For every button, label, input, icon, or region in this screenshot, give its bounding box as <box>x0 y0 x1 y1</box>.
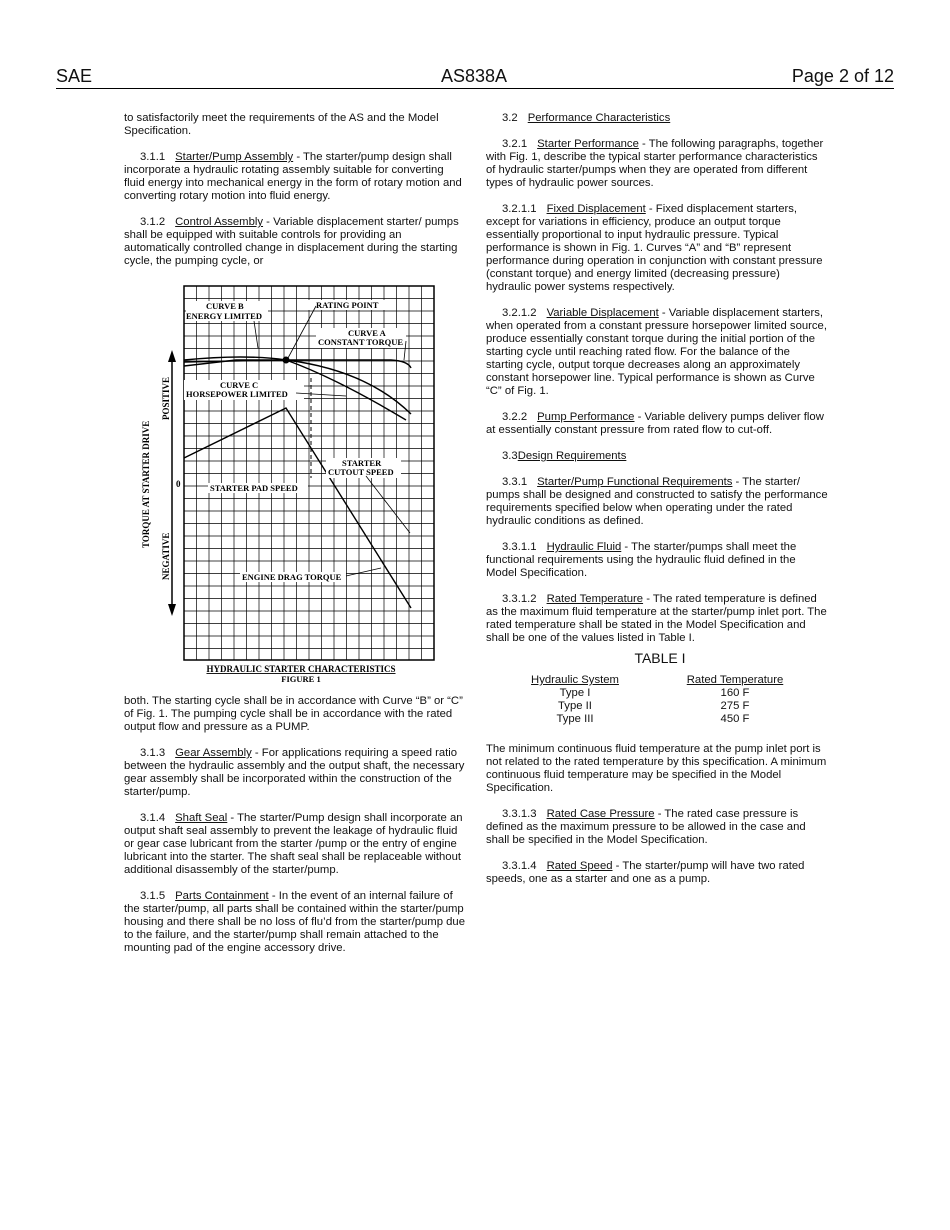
table-col-header: Rated Temperature <box>686 674 784 686</box>
section-3-3-1-4: 3.3.1.4 Rated Speed - The starter/pump will have two rated speeds, one as a starter and one as a pump. <box>486 860 805 885</box>
figure-number: FIGURE 1 <box>281 674 321 684</box>
figure-caption: HYDRAULIC STARTER CHARACTERISTICS <box>206 664 396 674</box>
right-column <box>486 112 828 658</box>
right-column-bottom <box>486 743 828 899</box>
section-3-3: 3.3Design Requirements <box>502 450 627 462</box>
positive-label: POSITIVE <box>161 376 171 420</box>
starter-label: STARTER <box>342 458 382 468</box>
section-3-3-1-1: 3.3.1.1 Hydraulic Fluid - The starter/pumps shall meet the functional requirements using the hydraulic fluid defined in the Model Specification. <box>486 541 797 579</box>
table-cell: Type II <box>558 700 592 712</box>
down-arrow-icon <box>168 604 176 616</box>
section-3-3-1: 3.3.1 Starter/Pump Functional Requirements - The starter/ pumps shall be designed and constructed to satisfy the performance requirements specified below when operating under the rated hydraulic conditions as defined. <box>486 476 828 527</box>
table-cell: 160 F <box>720 687 750 699</box>
y-axis-label: TORQUE AT STARTER DRIVE <box>141 420 151 548</box>
table-col-header: Hydraulic System <box>531 674 619 686</box>
section-3-3-1-3: 3.3.1.3 Rated Case Pressure - The rated case pressure is defined as the maximum pressure to be allowed in the case and shall be specified in the Model Specification. <box>486 808 806 846</box>
up-arrow-icon <box>168 350 176 362</box>
table-cell: 275 F <box>720 700 750 712</box>
section-3-2: 3.2 Performance Characteristics <box>502 112 671 124</box>
horsepower-limited-label: HORSEPOWER LIMITED <box>186 389 288 399</box>
table-1 <box>500 650 820 726</box>
header-page-number: Page 2 of 12 <box>791 66 894 86</box>
left-column-bottom <box>124 695 467 968</box>
section-3-2-2: 3.2.2 Pump Performance - Variable delivery pumps deliver flow at essentially constant pressure from rated flow to cut-off. <box>486 411 824 436</box>
section-3-2-1: 3.2.1 Starter Performance - The following paragraphs, together with Fig. 1, describe the typical starter performance characteristics of hydraulic starter/pumps when they are operated from different types of hydraulic power sources. <box>486 138 824 189</box>
curve-a-label: CURVE A <box>348 328 386 338</box>
section-3-1-1: 3.1.1 Starter/Pump Assembly - The starter/pump design shall incorporate a hydraulic rotating assembly suitable for converting fluid energy into mechanical energy in the form of rotary motion and converting rotary motion into fluid energy. <box>124 151 462 202</box>
section-3-2-1-1: 3.2.1.1 Fixed Displacement - Fixed displacement starters, except for variations in efficiency, produce an output torque essentially proportional to input hydraulic pressure. Typical performance is shown in Fig. 1. Curves “A” and “B” represent performance during operation in conjunction with constant pressure (constant torque) and energy limited (decreasing pressure) hydraulic power systems respectively. <box>486 203 823 293</box>
constant-torque-label: CONSTANT TORQUE <box>318 337 404 347</box>
section-3-1-3: 3.1.3 Gear Assembly - For applications requiring a speed ratio between the hydraulic assembly and the output shaft, the necessary gear assembly shall be incorporated within the construction of the starter/pump. <box>124 747 465 798</box>
table-title: TABLE I <box>634 650 686 666</box>
paragraph: The minimum continuous fluid temperature at the pump inlet port is not related to the rated temperature by this specification. A minimum continuous fluid temperature may be specified in the Model Specification. <box>486 743 827 794</box>
section-3-1-2: 3.1.2 Control Assembly - Variable displacement starter/ pumps shall be equipped with suitable controls for providing an automatically controlled change in displacement during the starting cycle, the pumping cycle, or <box>124 216 459 267</box>
header-doc-number: AS838A <box>441 66 508 86</box>
negative-label: NEGATIVE <box>161 532 171 580</box>
table-row <box>500 687 820 700</box>
section-3-3-1-2: 3.3.1.2 Rated Temperature - The rated temperature is defined as the maximum fluid temperature at the starter/pump inlet port. The rated temperature shall be stated in the Model Specification and shall be one of the values listed in Table I. <box>486 593 827 644</box>
table-cell: 450 F <box>720 713 750 725</box>
rating-point-label: RATING POINT <box>316 300 379 310</box>
cutout-speed-label: CUTOUT SPEED <box>328 467 394 477</box>
paragraph: both. The starting cycle shall be in accordance with Curve “B” or “C” of Fig. 1. The pumping cycle shall be in accordance with the rated output flow and pressure as a PUMP. <box>124 695 463 733</box>
paragraph: to satisfactorily meet the requirements of the AS and the Model Specification. <box>124 112 439 137</box>
header-rule <box>56 88 894 89</box>
section-3-2-1-2: 3.2.1.2 Variable Displacement - Variable displacement starters, when operated from a constant pressure horsepower limited source, produce essentially constant torque during the initial portion of the starting cycle until reaching rated flow. For the balance of the starting cycle, output torque decreases along an approximately constant horsepower line. Typical performance is shown as Curve “C” of Fig. 1. <box>486 307 827 397</box>
table-cell: Type I <box>559 687 591 699</box>
curve-b-label: CURVE B <box>206 301 244 311</box>
zero-label: 0 <box>176 479 181 489</box>
section-3-1-5: 3.1.5 Parts Containment - In the event of an internal failure of the starter/pump, all parts shall be contained within the starter/pump housing and there shall be no loss of flu’d from the starter/pump due to the failure, and the starter/pump shall remain attached to the mounting pad of the engine accessory drive. <box>124 890 465 954</box>
table-cell: Type III <box>556 713 594 725</box>
left-column-top <box>124 112 467 281</box>
engine-drag-torque-label: ENGINE DRAG TORQUE <box>242 572 342 582</box>
energy-limited-label: ENERGY LIMITED <box>186 311 262 321</box>
starter-pad-speed-label: STARTER PAD SPEED <box>210 483 298 493</box>
table-row <box>500 713 820 726</box>
section-3-1-4: 3.1.4 Shaft Seal - The starter/Pump design shall incorporate an output shaft seal assembly to prevent the leakage of hydraulic fluid or gear case lubricant from the starter /pump or the entry of engine lubricant into the starter. The shaft seal shall be replaceable without additional disassembly of the starter/pump. <box>124 812 463 876</box>
figure-1 <box>136 278 466 688</box>
header-left: SAE <box>56 66 93 86</box>
table-row <box>500 700 820 713</box>
curve-c-label: CURVE C <box>220 380 259 390</box>
table-header <box>500 674 820 687</box>
